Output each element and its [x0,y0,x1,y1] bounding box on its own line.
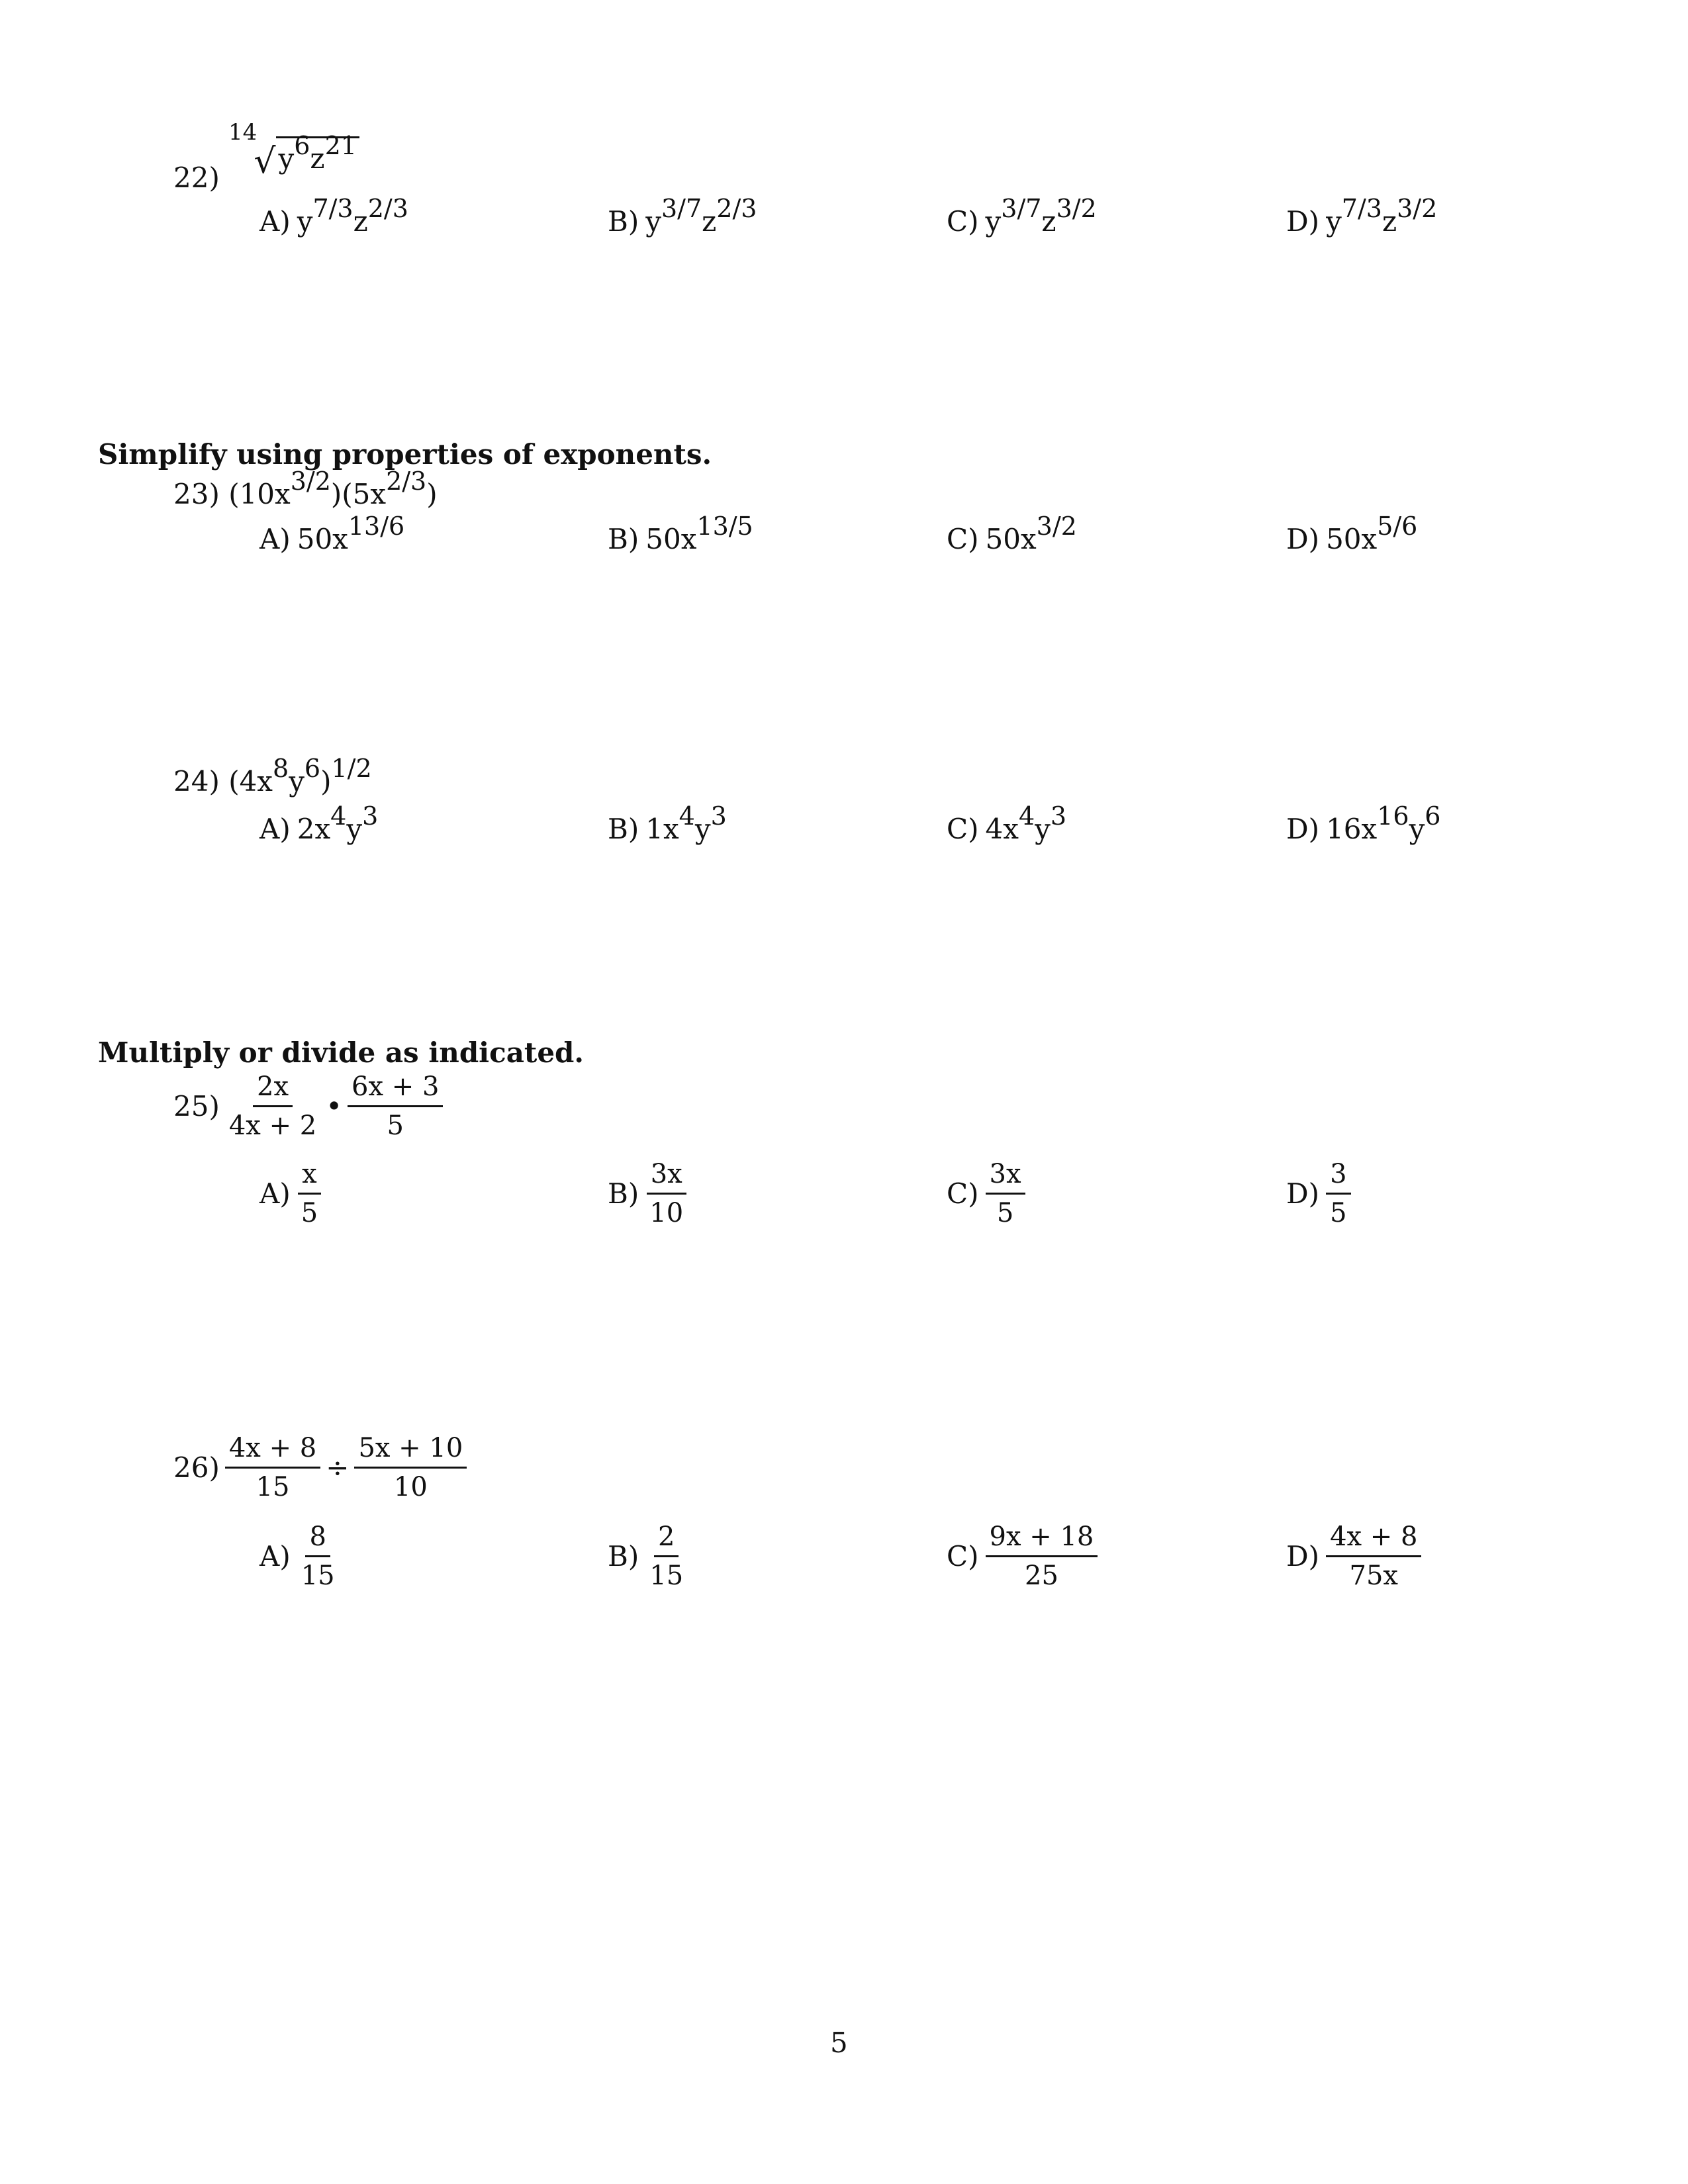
q26-question: 26) $\frac{4x + 8}{15}$ ÷ $\frac{5x + 10}{10}$ [173,1433,467,1502]
q22-option-c[interactable]: C) y3/7z3/2 [947,194,1097,238]
q23-question: 23) (10x3/2)(5x2/3) [173,467,438,510]
q26-fraction-2: $\frac{5x + 10}{10}$ [354,1433,467,1502]
q24-option-c[interactable]: C) 4x4y3 [947,801,1067,845]
q25-question: 25) $\frac{2x}{4x + 2}$ • $\frac{6x + 3}{5}$ [173,1072,443,1140]
radicand: y6z21 [276,136,359,175]
q25-option-b[interactable]: B) $\frac{3x}{10}$ [608,1160,687,1228]
q22-number: 22) [173,161,220,194]
q22-option-a[interactable]: A) y7/3z2/3 [259,194,408,238]
q24-option-d[interactable]: D) 16x16y6 [1286,801,1441,845]
q26-option-b[interactable]: B) $\frac{2}{15}$ [608,1522,684,1591]
q25-fraction-2: $\frac{6x + 3}{5}$ [348,1072,443,1140]
q25-option-d[interactable]: D) $\frac{3}{5}$ [1286,1160,1351,1228]
q26-fraction-1: $\frac{4x + 8}{15}$ [225,1433,320,1502]
q23-option-d[interactable]: D) 50x5/6 [1286,512,1418,555]
q23-option-a[interactable]: A) 50x13/6 [259,512,405,555]
q25-option-a[interactable]: A) $\frac{x}{5}$ [259,1160,322,1228]
section-heading-multiply-divide: Multiply or divide as indicated. [98,1036,585,1069]
radical-sign-icon: √ [254,142,276,181]
multiply-dot-icon: • [326,1090,343,1122]
page-number: 5 [830,2026,848,2059]
q22-option-b[interactable]: B) y3/7z2/3 [608,194,757,238]
q25-fraction-1: $\frac{2x}{4x + 2}$ [228,1071,317,1141]
q22-option-d[interactable]: D) y7/3z3/2 [1286,194,1438,238]
q23-option-b[interactable]: B) 50x13/5 [608,512,753,555]
q26-option-d[interactable]: D) $\frac{4x + 8}{75x}$ [1286,1522,1421,1590]
q24-option-b[interactable]: B) 1x4y3 [608,801,727,845]
q23-option-c[interactable]: C) 50x3/2 [947,512,1077,555]
q25-option-c[interactable]: C) $\frac{3x}{5}$ [947,1160,1025,1228]
q26-option-c[interactable]: C) $\frac{9x + 18}{25}$ [947,1522,1098,1590]
q26-option-a[interactable]: A) $\frac{8}{15}$ [259,1522,335,1591]
divide-icon: ÷ [326,1451,350,1484]
q22-radical [222,119,359,181]
section-heading-exponents: Simplify using properties of exponents. [98,438,712,471]
q24-option-a[interactable]: A) 2x4y3 [259,801,379,845]
root-index: 14 [228,119,258,146]
q24-question: 24) (4x8y6)1/2 [173,754,372,797]
